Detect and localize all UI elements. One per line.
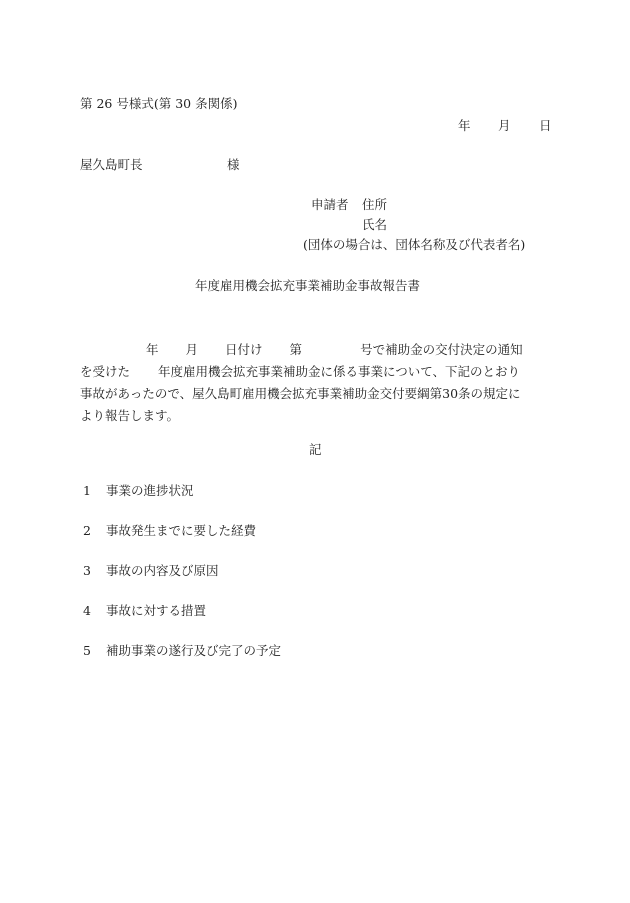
body-line-3: 事故があったので、屋久島町雇用機会拡充事業補助金交付要綱第30条の規定に (80, 386, 521, 401)
item-1-number: 1 (83, 483, 91, 498)
body-dated: 日付け (225, 342, 263, 357)
item-2-number: 2 (83, 523, 91, 538)
form-number: 第 26 号様式(第 30 条関係) (80, 96, 238, 111)
item-1-text: 事業の進捗状況 (106, 483, 194, 498)
body-line-2 (80, 361, 555, 383)
item-5-text: 補助事業の遂行及び完了の予定 (106, 643, 282, 658)
body-line-4: より報告します。 (80, 408, 180, 423)
date-month: 月 (498, 118, 511, 133)
addressee-honorific: 様 (227, 157, 240, 172)
body-line2-rest: 年度雇用機会拡充事業補助金に係る事業について、下記のとおり (158, 364, 521, 379)
item-2-text: 事故発生までに要した経費 (106, 523, 257, 538)
item-4-number: 4 (83, 603, 91, 618)
applicant-name-label: 氏名 (362, 217, 388, 232)
addressee-name: 屋久島町長 (80, 157, 143, 172)
body-paragraph (80, 339, 555, 427)
item-3-number: 3 (83, 563, 91, 578)
body-line2-start: を受けた (80, 364, 131, 379)
document-title: 年度雇用機会拡充事業補助金事故報告書 (195, 278, 421, 293)
item-3-text: 事故の内容及び原因 (106, 563, 219, 578)
applicant-note: (団体の場合は、団体名称及び代表者名) (303, 237, 526, 252)
body-year: 年 (146, 342, 159, 357)
item-5-number: 5 (83, 643, 91, 658)
body-line-1 (80, 339, 555, 361)
body-no: 第 (289, 342, 303, 357)
ki-heading: 記 (309, 442, 322, 457)
applicant-address-label: 住所 (362, 197, 388, 212)
date-day: 日 (539, 118, 552, 133)
applicant-label: 申請者 (311, 197, 349, 212)
body-month: 月 (185, 342, 199, 357)
body-line1-rest: 号で補助金の交付決定の通知 (360, 342, 523, 357)
item-4-text: 事故に対する措置 (106, 603, 207, 618)
date-year: 年 (458, 118, 471, 133)
